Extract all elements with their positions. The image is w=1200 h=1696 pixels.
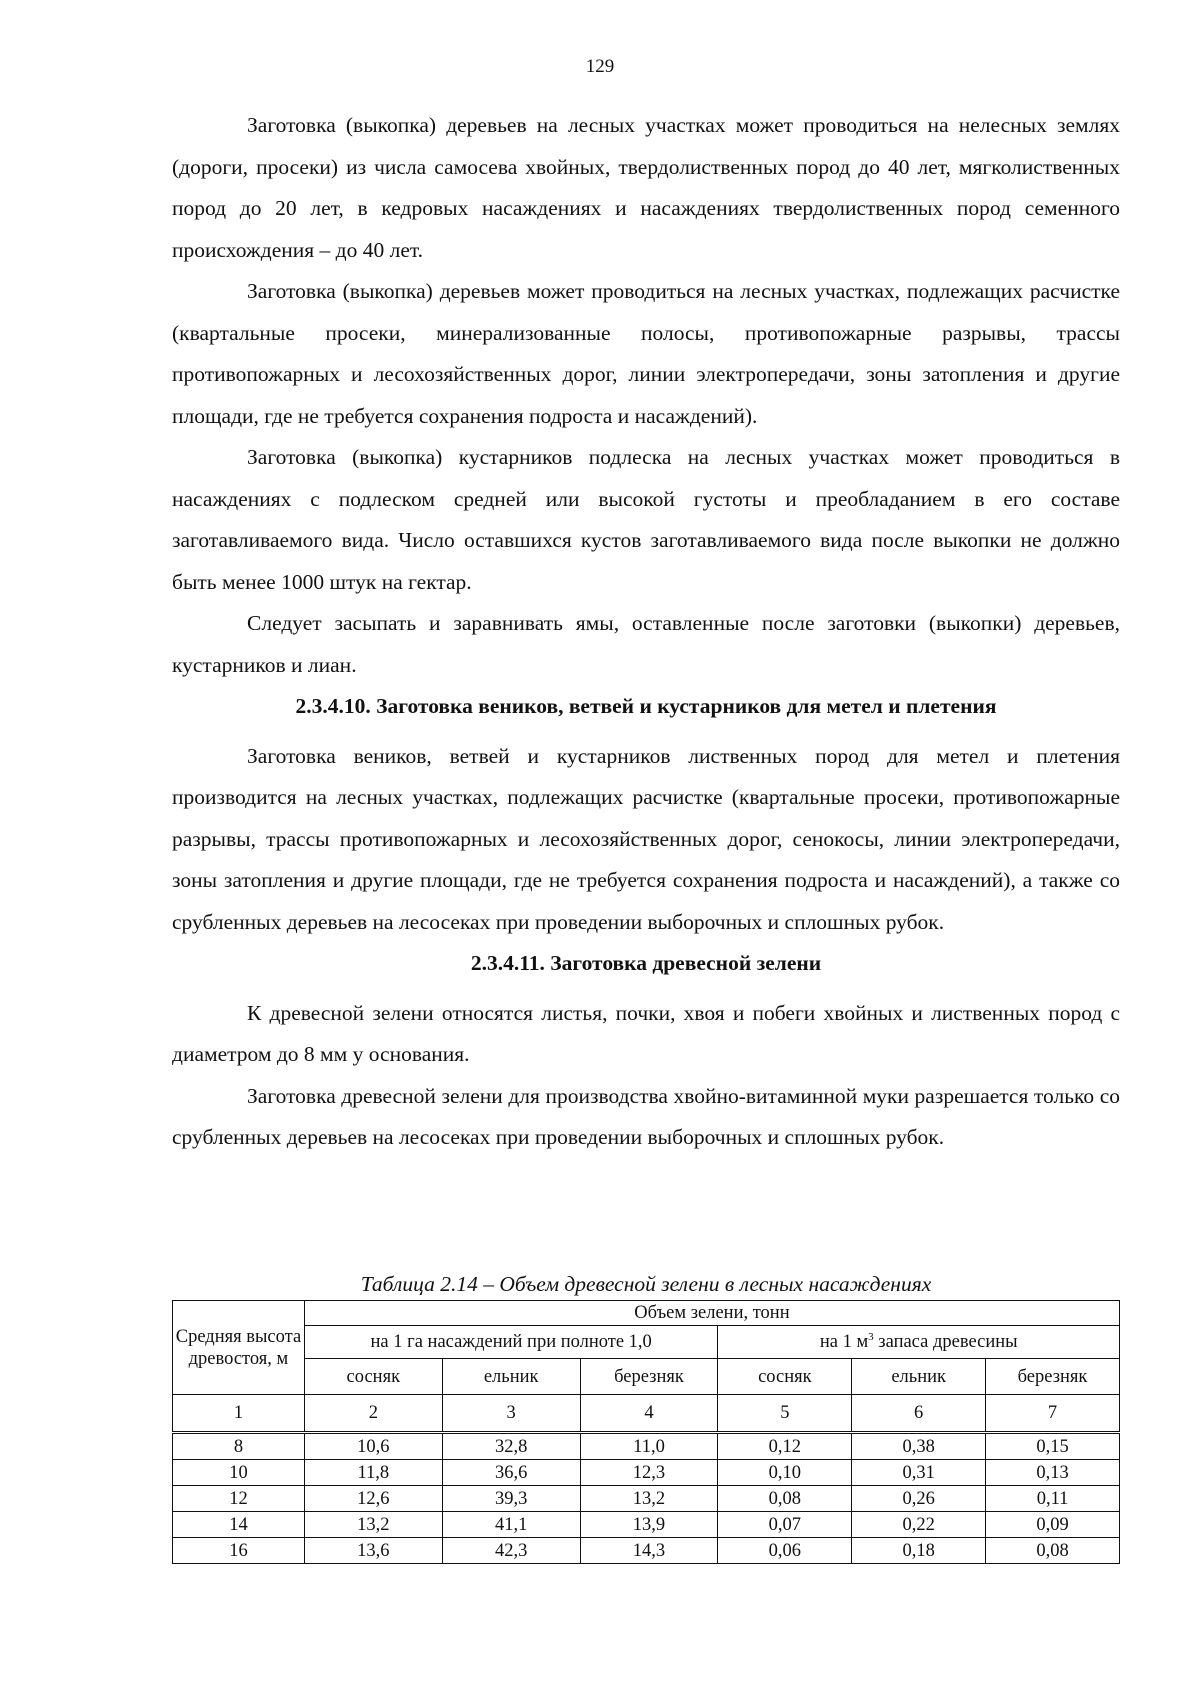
column-number: 4 [580, 1395, 718, 1433]
table-cell: 0,08 [718, 1486, 852, 1512]
column-number: 5 [718, 1395, 852, 1433]
header-species: сосняк [304, 1359, 442, 1395]
table-cell: 16 [173, 1538, 305, 1564]
table-cell: 32,8 [442, 1433, 580, 1460]
header-volume-group: Объем зелени, тонн [304, 1301, 1119, 1326]
table-cell: 0,18 [852, 1538, 986, 1564]
table-subheader-row [173, 1326, 1120, 1359]
header-species: сосняк [718, 1359, 852, 1395]
header-superscript: 3 [868, 1330, 874, 1343]
header-per-cubic-meter [718, 1326, 1120, 1359]
table-cell: 13,2 [580, 1486, 718, 1512]
table-cell: 0,38 [852, 1433, 986, 1460]
header-per-hectare: на 1 га насаждений при полноте 1,0 [304, 1326, 718, 1359]
table-cell: 11,8 [304, 1460, 442, 1486]
table-cell: 13,6 [304, 1538, 442, 1564]
table-caption: Таблица 2.14 – Объем древесной зелени в лесных насаждениях [360, 1272, 932, 1296]
table-cell: 0,09 [986, 1512, 1120, 1538]
column-number: 3 [442, 1395, 580, 1433]
header-species: ельник [442, 1359, 580, 1395]
header-per-cubic-meter-suffix: запаса древесины [873, 1332, 1018, 1352]
section-heading: 2.3.4.11. Заготовка древесной зелени [470, 951, 822, 975]
table-cell: 41,1 [442, 1512, 580, 1538]
table-cell: 0,15 [986, 1433, 1120, 1460]
table-row [173, 1512, 1120, 1538]
table-cell: 0,31 [852, 1460, 986, 1486]
table-cell: 12,6 [304, 1486, 442, 1512]
header-per-cubic-meter-prefix: на 1 м [819, 1332, 869, 1352]
table-cell: 14,3 [580, 1538, 718, 1564]
paragraph: Заготовка (выкопка) деревьев может проводиться на лесных участках, подлежащих расчистке (квартальные просеки, минерализованные полосы, противопожарные разрывы, трассы противопожарных и лесохозяйственных дорог, линии электропередачи, зоны затопления и другие площади, где не требуется сохранения подроста и насаждений). [172, 279, 1120, 428]
table-cell: 13,9 [580, 1512, 718, 1538]
green-mass-table [172, 1300, 1120, 1564]
table-cell: 11,0 [580, 1433, 718, 1460]
paragraph: Заготовка древесной зелени для производства хвойно-витаминной муки разрешается только со срубленных деревьев на лесосеках при проведении выборочных и сплошных рубок. [172, 1083, 1120, 1149]
table-cell: 0,11 [986, 1486, 1120, 1512]
page-number: 129 [585, 56, 615, 77]
table-cell: 10 [173, 1460, 305, 1486]
table-cell: 0,13 [986, 1460, 1120, 1486]
header-species: березняк [580, 1359, 718, 1395]
table-cell: 8 [173, 1433, 305, 1460]
table-header-row [173, 1301, 1120, 1326]
table-cell: 0,26 [852, 1486, 986, 1512]
table-cell: 12 [173, 1486, 305, 1512]
table-cell: 12,3 [580, 1460, 718, 1486]
table-cell: 42,3 [442, 1538, 580, 1564]
table-row [173, 1460, 1120, 1486]
table-row [173, 1433, 1120, 1460]
paragraph: Заготовка (выкопка) кустарников подлеска на лесных участках может проводиться в насаждениях с подлеском средней или высокой густоты и преобладанием в его составе заготавливаемого вида. Число оставшихся кустов заготавливаемого вида после выкопки не должно быть менее 1000 штук на гектар. [172, 445, 1120, 594]
table-cell: 10,6 [304, 1433, 442, 1460]
table-cell: 36,6 [442, 1460, 580, 1486]
column-number: 2 [304, 1395, 442, 1433]
table-cell: 0,08 [986, 1538, 1120, 1564]
column-number: 6 [852, 1395, 986, 1433]
table-cell: 0,22 [852, 1512, 986, 1538]
table-column-numbers [173, 1395, 1120, 1433]
header-species: березняк [986, 1359, 1120, 1395]
table-species-row [173, 1359, 1120, 1395]
table-cell: 0,12 [718, 1433, 852, 1460]
paragraph: К древесной зелени относятся листья, почки, хвоя и побеги хвойных и лиственных пород с диаметром до 8 мм у основания. [172, 1000, 1120, 1066]
column-number: 7 [986, 1395, 1120, 1433]
table-cell: 13,2 [304, 1512, 442, 1538]
table-row [173, 1538, 1120, 1564]
header-species: ельник [852, 1359, 986, 1395]
table-cell: 0,10 [718, 1460, 852, 1486]
table-row [173, 1486, 1120, 1512]
section-heading: 2.3.4.10. Заготовка веников, ветвей и кустарников для метел и плетения [295, 694, 997, 718]
column-number: 1 [173, 1395, 305, 1433]
table-cell: 14 [173, 1512, 305, 1538]
paragraph: Заготовка веников, ветвей и кустарников лиственных пород для метел и плетения производится на лесных участках, подлежащих расчистке (квартальные просеки, противопожарные разрывы, трассы противопожарных и лесохозяйственных дорог, сенокосы, линии электропередачи, зоны затопления и другие площади, где не требуется сохранения подроста и насаждений), а также со срубленных деревьев на лесосеках при проведении выборочных и сплошных рубок. [172, 743, 1120, 934]
paragraph: Следует засыпать и заравнивать ямы, оставленные после заготовки (выкопки) деревьев, кустарников и лиан. [172, 611, 1120, 677]
header-height: Средняя высота древостоя, м [173, 1301, 305, 1395]
table-cell: 0,06 [718, 1538, 852, 1564]
paragraph: Заготовка (выкопка) деревьев на лесных участках может проводиться на нелесных землях (дороги, просеки) из числа самосева хвойных, твердолиственных пород до 40 лет, мягколиственных пород до 20 лет, в кедровых насаждениях и насаждениях твердолиственных пород семенного происхождения – до 40 лет. [172, 113, 1120, 262]
table-cell: 0,07 [718, 1512, 852, 1538]
table-cell: 39,3 [442, 1486, 580, 1512]
section-continuation [172, 105, 1120, 1159]
